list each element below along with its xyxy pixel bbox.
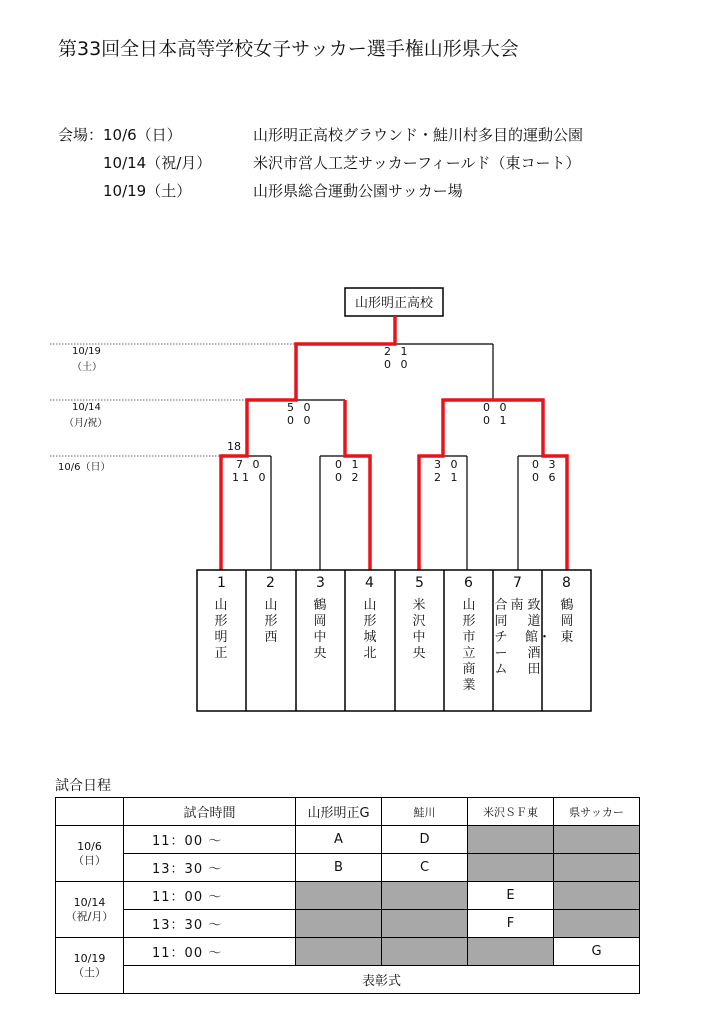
- schedule-table: [55, 797, 640, 994]
- team-name-7-col3: 致道館・酒田: [525, 598, 552, 677]
- header-time: 試合時間: [124, 798, 296, 826]
- team-name-7-col2: 南: [510, 598, 524, 613]
- final-score-2: 0 0: [384, 358, 411, 371]
- semi1-score-2: 0 0: [287, 414, 314, 427]
- unused-cell: [468, 938, 554, 966]
- match-number: 18: [227, 440, 241, 453]
- date-cell-3: [56, 938, 124, 994]
- header-venue-3: 米沢ＳＦ東: [468, 798, 554, 826]
- team-name-8: 鶴岡東: [560, 598, 574, 645]
- match-cell: E: [468, 882, 554, 910]
- team-name-2: 山形西: [264, 598, 278, 645]
- round-date-semi: 10/14: [72, 402, 101, 413]
- team-name-3: 鶴岡中央: [313, 598, 327, 661]
- venue-place-2: 米沢市営人工芝サッカーフィールド（東コート）: [253, 154, 581, 172]
- match-cell: G: [554, 938, 640, 966]
- table-row: [56, 882, 640, 910]
- match-cell: F: [468, 910, 554, 938]
- header-venue-4: 県サッカー: [554, 798, 640, 826]
- table-row: [56, 966, 640, 994]
- round-date-final: 10/19: [72, 346, 101, 357]
- unused-cell: [382, 910, 468, 938]
- unused-cell: [554, 826, 640, 854]
- time-cell: 13：30 ～: [124, 854, 296, 882]
- team-name-4: 山形城北: [363, 598, 377, 661]
- unused-cell: [296, 938, 382, 966]
- winner-name: 山形明正高校: [354, 296, 433, 311]
- round-day-semi: （月/祝）: [64, 418, 108, 429]
- day-1: （日）: [73, 853, 106, 867]
- round-date-first: 10/6（日）: [58, 462, 111, 473]
- venue-date-2: 10/14（祝/月）: [103, 154, 212, 172]
- r1-m3-score-2: 2 1: [434, 471, 461, 484]
- team-name-1: 山形明正: [214, 598, 228, 661]
- time-cell: 13：30 ～: [124, 910, 296, 938]
- team-number-7: 7: [513, 575, 522, 591]
- venue-date-3: 10/19（土）: [103, 182, 192, 200]
- team-number-8: 8: [562, 575, 571, 591]
- date-3: 10/19: [73, 951, 106, 965]
- unused-cell: [468, 826, 554, 854]
- schedule-header-row: [56, 798, 640, 826]
- table-row: [56, 938, 640, 966]
- semi1-score-1: 5 0: [287, 401, 314, 414]
- semi2-score-1: 0 0: [483, 401, 510, 414]
- unused-cell: [382, 882, 468, 910]
- final-score-1: 2 1: [384, 345, 411, 358]
- semi2-score-2: 0 1: [483, 414, 510, 427]
- r1-m2-score-2: 0 2: [335, 471, 362, 484]
- team-number-2: 2: [266, 575, 275, 591]
- day-3: （土）: [73, 965, 106, 979]
- time-cell: 11：00 ～: [124, 882, 296, 910]
- unused-cell: [468, 854, 554, 882]
- unused-cell: [296, 910, 382, 938]
- match-cell: A: [296, 826, 382, 854]
- day-2: （祝/月）: [65, 909, 114, 923]
- r1-m4-score-1: 0 3: [532, 458, 559, 471]
- date-1: 10/6: [77, 839, 102, 853]
- bracket-lines: [221, 344, 543, 570]
- unused-cell: [554, 882, 640, 910]
- venue-place-3: 山形県総合運動公園サッカー場: [253, 182, 463, 200]
- r1-m3-score-1: 3 0: [434, 458, 461, 471]
- page-title: 第33回全日本高等学校女子サッカー選手権山形県大会: [58, 38, 519, 60]
- match-cell: D: [382, 826, 468, 854]
- r1-m1-score-1: 7 0: [236, 458, 263, 471]
- team-number-5: 5: [415, 575, 424, 591]
- team-name-7-col1: 合同チーム: [494, 598, 508, 677]
- unused-cell: [296, 882, 382, 910]
- r1-m2-score-1: 0 1: [335, 458, 362, 471]
- team-number-6: 6: [464, 575, 473, 591]
- table-row: [56, 854, 640, 882]
- team-name-5: 米沢中央: [412, 598, 426, 661]
- date-cell-1: [56, 826, 124, 882]
- table-row: [56, 826, 640, 854]
- ceremony-cell: 表彰式: [124, 966, 640, 994]
- unused-cell: [554, 854, 640, 882]
- unused-cell: [554, 910, 640, 938]
- match-cell: C: [382, 854, 468, 882]
- schedule-label: 試合日程: [55, 778, 111, 794]
- header-venue-2: 鮭川: [382, 798, 468, 826]
- time-cell: 11：00 ～: [124, 938, 296, 966]
- round-day-final: （土）: [72, 362, 102, 373]
- date-cell-2: [56, 882, 124, 938]
- team-number-3: 3: [316, 575, 325, 591]
- team-name-6: 山形市立商業: [462, 598, 476, 693]
- venue-date-1: 10/6（日）: [103, 126, 182, 144]
- date-2: 10/14: [73, 895, 106, 909]
- header-corner: [56, 798, 124, 826]
- header-venue-1: 山形明正G: [296, 798, 382, 826]
- team-number-1: 1: [217, 575, 226, 591]
- table-row: [56, 910, 640, 938]
- unused-cell: [382, 938, 468, 966]
- match-cell: B: [296, 854, 382, 882]
- venue-label: 会場：: [58, 126, 104, 144]
- r1-m4-score-2: 0 6: [532, 471, 559, 484]
- venue-place-1: 山形明正高校グラウンド・鮭川村多目的運動公園: [253, 126, 584, 144]
- r1-m1-score-2: 11 0: [232, 471, 269, 484]
- time-cell: 11：00 ～: [124, 826, 296, 854]
- team-number-4: 4: [365, 575, 374, 591]
